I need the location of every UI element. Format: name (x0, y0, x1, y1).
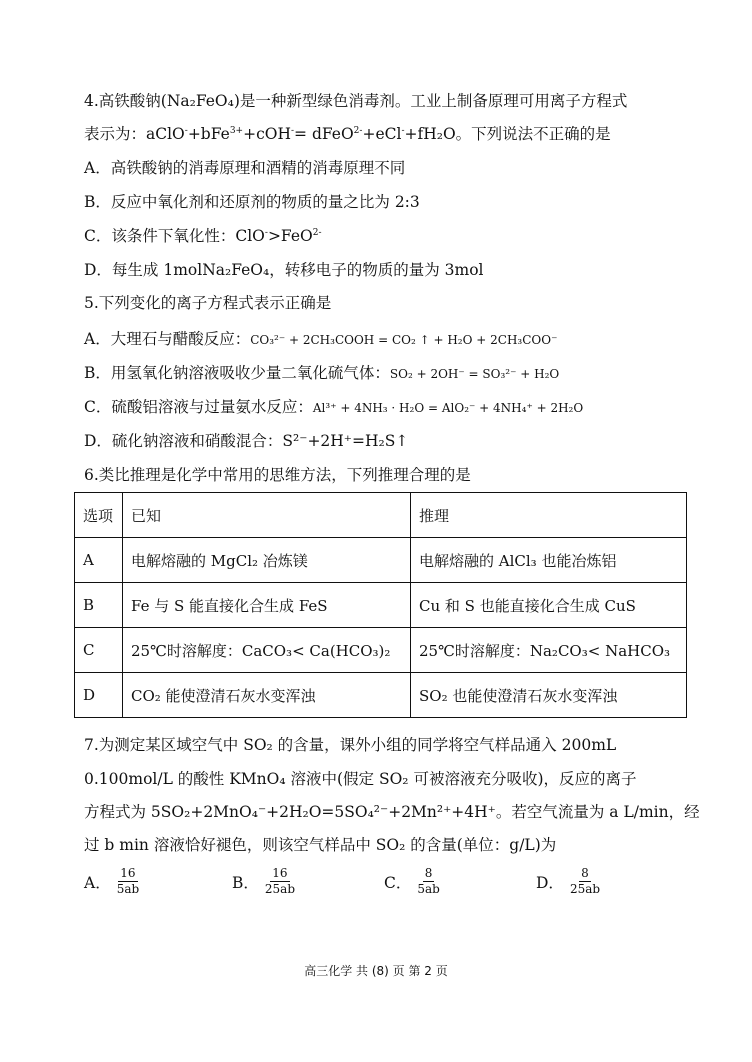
q4-sup: - (291, 125, 295, 136)
q7-stem-line3: 方程式为 5SO₂+2MnO₄⁻+2H₂O=5SO₄²⁻+2Mn²⁺+4H⁺。若空气流量为 a L/min，经 (84, 803, 700, 821)
q7-option-label: D． (536, 873, 564, 892)
q5-option-c-equation: Al³⁺ + 4NH₃ · H₂O = AlO₂⁻ + 4NH₄⁺ + 2H₂O (312, 401, 584, 415)
fraction-numerator: 8 (581, 866, 589, 880)
q4-eq-part: +cOH (243, 125, 291, 143)
fraction (115, 866, 141, 897)
q5-option-b (84, 362, 559, 385)
q4-option-a: A．高铁酸钠的消毒原理和酒精的消毒原理不同 (84, 159, 406, 177)
table-row (75, 583, 687, 628)
q5-option-c (84, 396, 583, 419)
q5-option-a-equation: CO₃²⁻ + 2CH₃COOH = CO₂ ↑ + H₂O + 2CH₃COO⁻ (250, 333, 558, 347)
fraction (263, 866, 297, 897)
q4-eq-part: 表示为：aClO (84, 125, 185, 143)
q5-option-b-label: B．用氢氧化钠溶液吸收少量二氧化硫气体： (84, 364, 390, 382)
q7-option-label: A． (84, 873, 111, 892)
table-cell: B (75, 583, 123, 628)
table-cell: SO₂ 也能使澄清石灰水变浑浊 (411, 673, 687, 718)
q4-option-d: D．每生成 1molNa₂FeO₄，转移电子的物质的量为 3mol (84, 261, 484, 279)
table-cell: 电解熔融的 MgCl₂ 冶炼镁 (123, 538, 411, 583)
q4-option-c (84, 225, 322, 247)
q5-option-a (84, 328, 557, 351)
q7-option-d (536, 866, 602, 897)
q4-stem-line1: 4.高铁酸钠(Na₂FeO₄)是一种新型绿色消毒剂。工业上制备原理可用离子方程式 (84, 92, 628, 110)
q7-stem-line2: 0.100mol/L 的酸性 KMnO₄ 溶液中(假定 SO₂ 可被溶液充分吸收)，反应的离子 (84, 770, 637, 788)
table-row (75, 628, 687, 673)
table-cell: D (75, 673, 123, 718)
q4-eq-part: +fH₂O。下列说法不正确的是 (404, 125, 611, 143)
fraction-numerator: 16 (272, 866, 288, 880)
q6-table (74, 492, 687, 718)
table-cell: Fe 与 S 能直接化合生成 FeS (123, 583, 411, 628)
q7-option-c (384, 866, 442, 897)
table-cell: Cu 和 S 也能直接化合生成 CuS (411, 583, 687, 628)
table-row (75, 538, 687, 583)
q5-stem: 5.下列变化的离子方程式表示正确是 (84, 294, 332, 312)
q4-sup: 3+ (229, 125, 244, 136)
page-footer: 高三化学 共 (8) 页 第 2 页 (304, 964, 448, 978)
q4-eq-part: +bFe (187, 125, 230, 143)
table-header-cell: 推理 (411, 493, 687, 538)
table-cell: CO₂ 能使澄清石灰水变浑浊 (123, 673, 411, 718)
q6-stem: 6.类比推理是化学中常用的思维方法，下列推理合理的是 (84, 466, 471, 484)
q5-option-c-label: C．硫酸铝溶液与过量氨水反应： (84, 398, 313, 416)
q5-option-a-label: A．大理石与醋酸反应： (84, 330, 251, 348)
q7-option-label: C． (384, 873, 412, 892)
q4-sup: - (184, 125, 188, 136)
q5-option-d: D．硫化钠溶液和硝酸混合：S²⁻+2H⁺=H₂S↑ (84, 432, 409, 450)
table-header-cell: 选项 (75, 493, 123, 538)
q7-stem-line4: 过 b min 溶液恰好褪色，则该空气样品中 SO₂ 的含量(单位：g/L)为 (84, 836, 557, 854)
q4-eq-part: = dFeO (294, 125, 354, 143)
q4-option-c-text: C．该条件下氧化性：ClO (84, 227, 265, 245)
table-cell: A (75, 538, 123, 583)
fraction-denominator: 25ab (569, 882, 601, 896)
q4-option-c-text: >FeO (267, 227, 313, 245)
q4-option-b: B．反应中氧化剂和还原剂的物质的量之比为 2:3 (84, 193, 420, 211)
q4-sup: - (401, 125, 405, 136)
table-header-cell: 已知 (123, 493, 411, 538)
table-cell: 25℃时溶解度：CaCO₃< Ca(HCO₃)₂ (123, 628, 411, 673)
q4-sup: - (264, 227, 268, 238)
q7-option-b (232, 866, 297, 897)
fraction-denominator: 25ab (264, 882, 295, 896)
q7-option-a (84, 866, 141, 897)
table-cell: 电解熔融的 AlCl₃ 也能冶炼铝 (411, 538, 687, 583)
fraction (568, 866, 602, 897)
table-row (75, 673, 687, 718)
q4-sup: 2- (312, 227, 322, 238)
q4-eq-part: +eCl (362, 125, 402, 143)
q5-option-b-equation: SO₂ + 2OH⁻ = SO₃²⁻ + H₂O (389, 367, 560, 381)
q7-option-label: B． (232, 873, 259, 892)
table-cell: 25℃时溶解度：Na₂CO₃< NaHCO₃ (411, 628, 687, 673)
fraction-denominator: 5ab (116, 882, 140, 896)
fraction-denominator: 5ab (417, 882, 440, 896)
fraction (415, 866, 441, 897)
table-cell: C (75, 628, 123, 673)
fraction-numerator: 8 (424, 866, 433, 880)
fraction-numerator: 16 (120, 866, 136, 880)
q4-stem-line2 (84, 123, 611, 145)
table-header-row (75, 493, 687, 538)
q7-stem-line1: 7.为测定某区域空气中 SO₂ 的含量，课外小组的同学将空气样品通入 200mL (84, 736, 617, 754)
q4-sup: 2- (353, 125, 363, 136)
